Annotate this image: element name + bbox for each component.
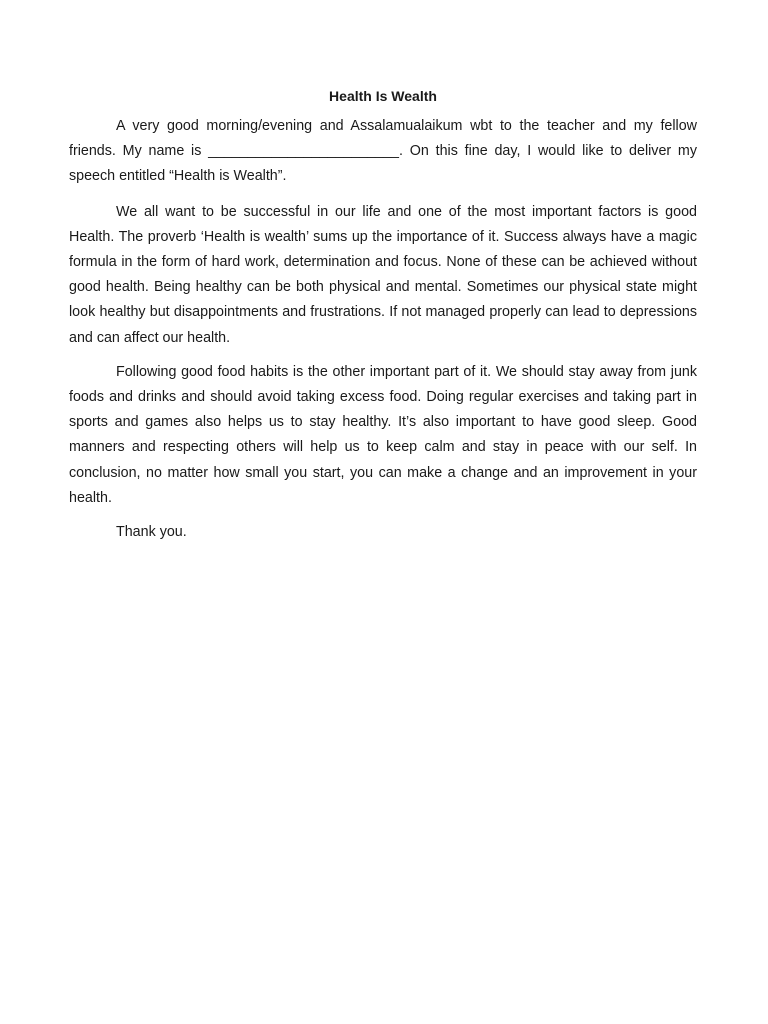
paragraph-habits: Following good food habits is the other important part of it. We should stay away from junk foods and drinks and should avoid taking excess food. Doing regular exercises and taking part in sports and games also helps us to stay healthy. It’s also important to have good sleep. Good manners and respecting others will help us to keep calm and stay in peace with our self. In conclusion, no matter how small you start, you can make a change and an improvement in your health. (69, 363, 697, 506)
document-title: Health Is Wealth (329, 88, 437, 104)
document-body (69, 86, 697, 545)
paragraph-success: We all want to be successful in our life and one of the most important factors is good Health. The proverb ‘Health is wealth’ sums up the importance of it. Success always have a magic formula in the form of hard work, determination and focus. None of these can be achieved without good health. Being healthy can be both physical and mental. Sometimes our physical state might look healthy but disappointments and frustrations. If not managed properly can lead to depressions and can affect our health. (69, 203, 697, 346)
closing-line: Thank you. (116, 524, 187, 541)
paragraph-greeting: A very good morning/evening and Assalamualaikum wbt to the teacher and my fellow friends. My name is ________________________. On this fine day, I would like to deliver my speech entitled “Health is Wealth”. (69, 118, 697, 185)
